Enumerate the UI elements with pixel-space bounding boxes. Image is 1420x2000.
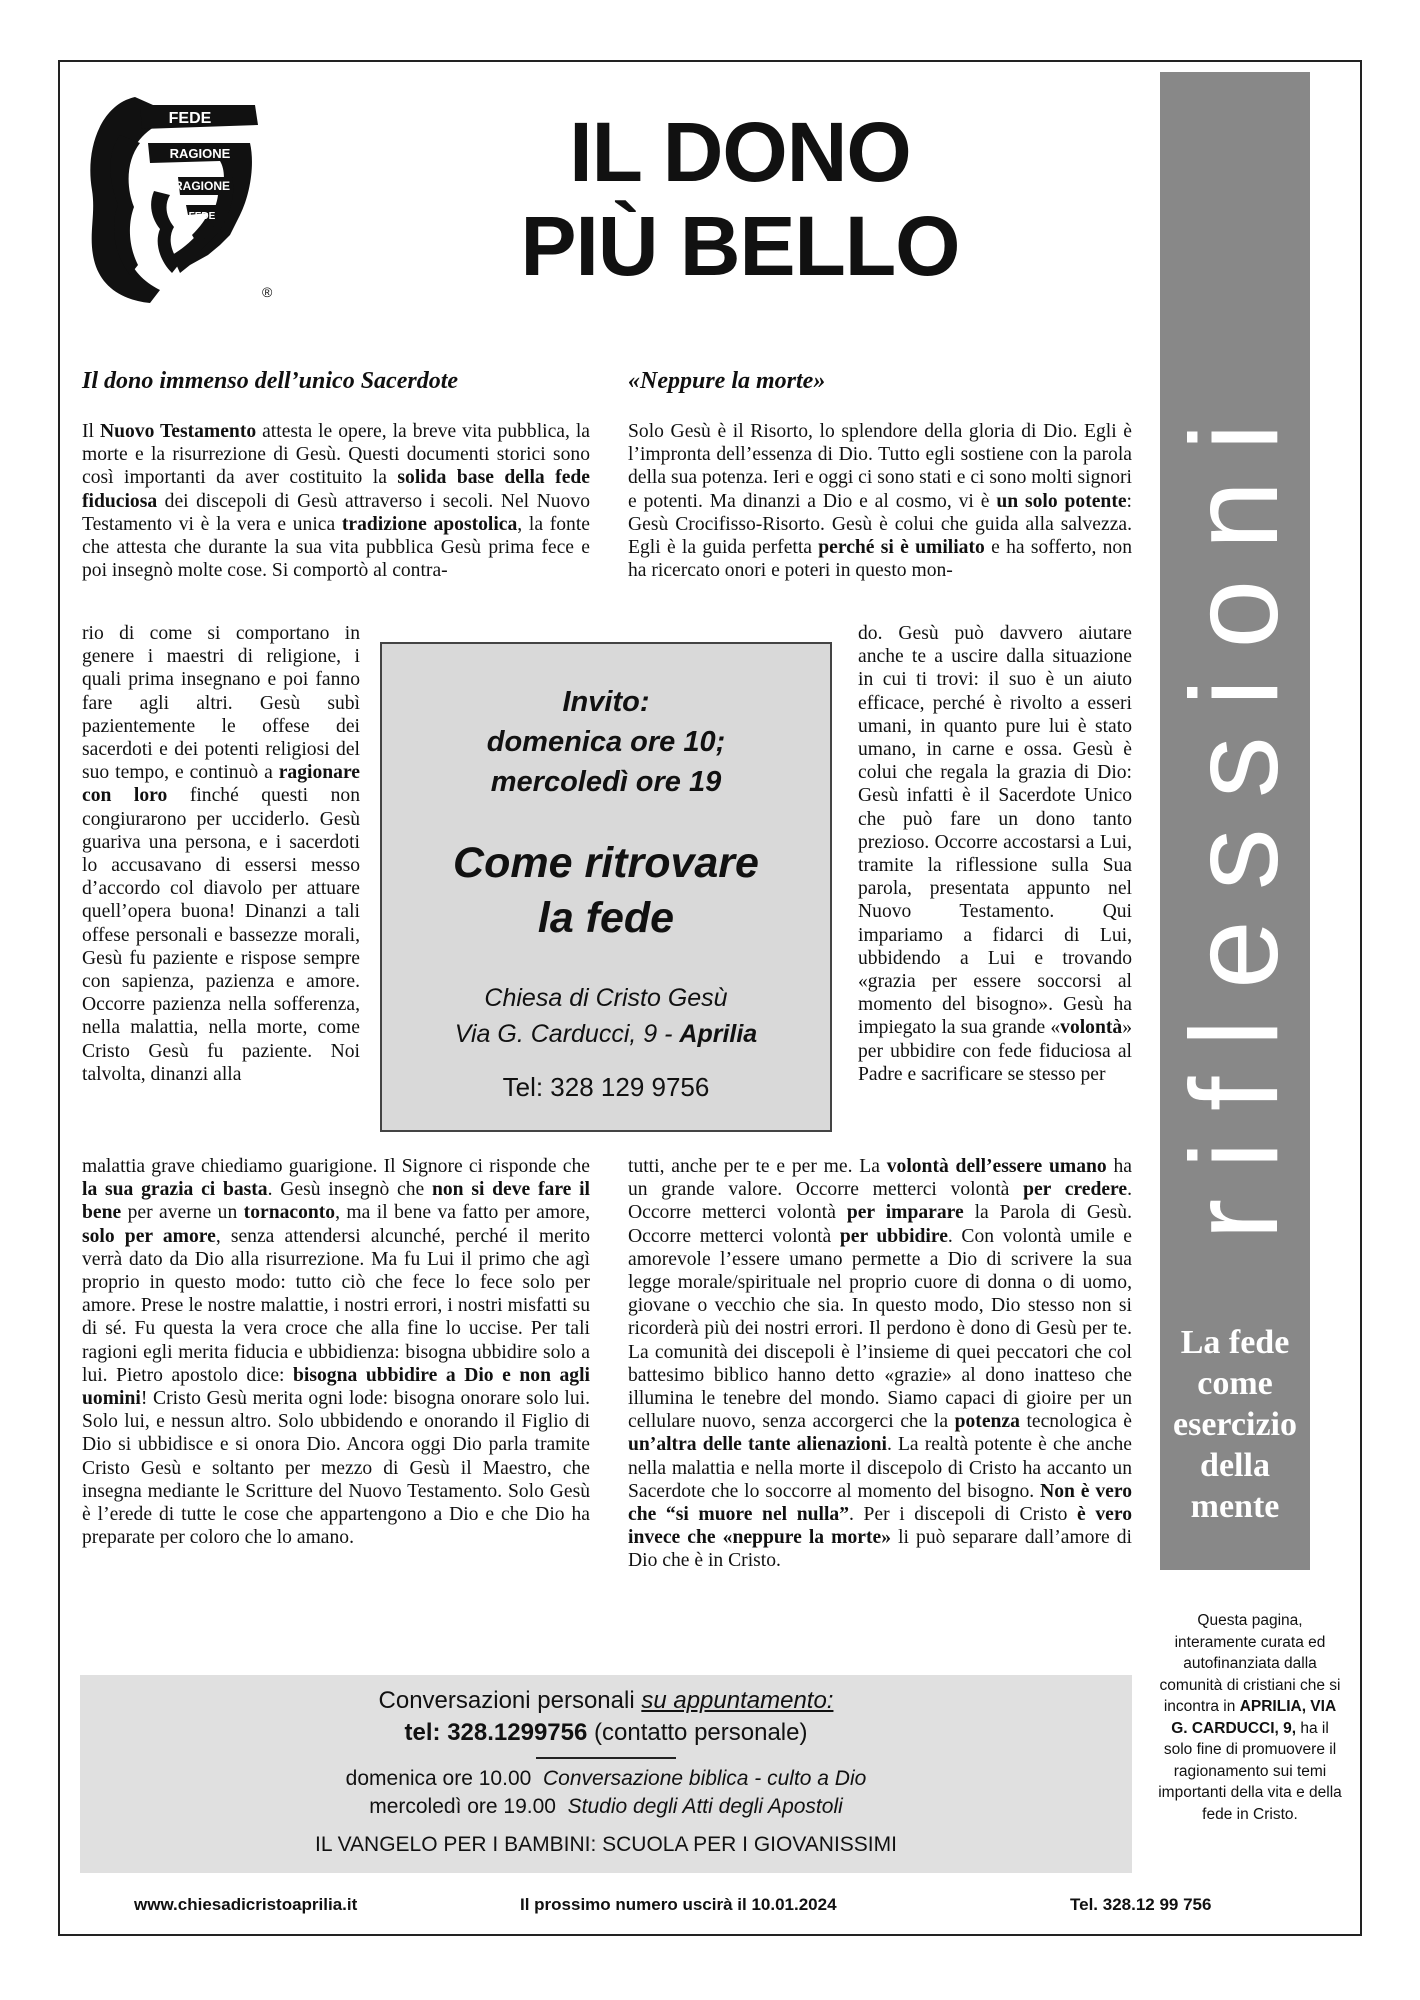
emphasis-text: un solo potente: [996, 490, 1127, 512]
emphasis-text: per ubbidire: [839, 1225, 948, 1247]
appointment-emphasis: su appuntamento:: [641, 1687, 834, 1714]
body-text: e ha sofferto, non ha ricercato onori e poteri in questo mon-: [628, 537, 1133, 582]
right-article-heading: «Neppure la morte»: [628, 368, 826, 394]
body-text: Il: [82, 421, 100, 442]
body-text: , ma il bene va fatto per amore,: [335, 1202, 590, 1224]
sidebar-subtitle-line: come: [1197, 1365, 1273, 1402]
emphasis-text: un’altra delle tante alienazioni: [628, 1434, 887, 1456]
schedule: [80, 1765, 1132, 1821]
emphasis-text: è vero invece che «neppure la morte»: [628, 1504, 1132, 1549]
registered-mark: ®: [262, 284, 273, 300]
right-article-bottom: [628, 1155, 1132, 1573]
appointment-label: Conversazioni personali: [378, 1687, 642, 1714]
logo-word-fede: FEDE: [168, 110, 212, 127]
invite-tel: Tel: 328 129 9756: [502, 1072, 710, 1102]
phone-line: [80, 1719, 1132, 1747]
emphasis-text: volontà: [1060, 1017, 1123, 1039]
church-address: [382, 1016, 830, 1052]
note-place: APRILIA, VIA G. CARDUCCI, 9,: [1171, 1698, 1337, 1737]
invite-box: [380, 642, 832, 1132]
emphasis-text: perché si è umiliato: [818, 537, 985, 559]
note-text-2: ha il solo fine di promuovere il ragionamento sui temi importanti della vita e della fede in Cristo.: [1158, 1719, 1342, 1823]
body-text: . Per i discepoli di Cristo: [849, 1504, 1078, 1526]
body-text: . La realtà potente è che anche nella malattia e nella morte il discepolo di Cristo ha accanto un Sacerdote che lo soccorre al momento del bisogno.: [628, 1434, 1133, 1502]
body-text: attesta le opere, la breve vita pubblica, la morte e la risurrezione di Gesù. Questi documenti storici sono così importanti da aver costituito la: [82, 421, 590, 489]
body-text: : Gesù Crocifisso-Risorto. Gesù è colui che guida alla salvezza. Egli è la guida perfetta: [628, 490, 1132, 559]
emphasis-text: Non è vero che “si muore nel nulla”: [628, 1480, 1132, 1526]
emphasis-text: volontà dell’essere umano: [886, 1156, 1107, 1177]
body-text: tecnologica è: [1019, 1411, 1132, 1433]
body-text: per averne un: [121, 1202, 244, 1224]
next-issue: Il prossimo numero uscirà il 10.01.2024: [520, 1895, 837, 1914]
schedule-when: domenica ore 10.00: [345, 1767, 532, 1790]
invite-church: [382, 980, 830, 1052]
body-text: malattia grave chiediamo guarigione. Il Signore ci risponde che: [82, 1156, 590, 1177]
emphasis-text: Nuovo Testamento: [99, 421, 257, 442]
body-text: . Occorre metterci volontà: [628, 1179, 1132, 1224]
fede-ragione-logo: [80, 95, 280, 305]
left-article-bottom: [82, 1155, 590, 1549]
body-text: li può separare dall’amore di Dio che è in Cristo.: [628, 1527, 1132, 1572]
body-text: finché questi non congiurarono per ucciderlo. Gesù guariva una persona, e i sacerdoti lo accusavano di essersi messo d’accordo col diavolo per attuare quell’opera buona! Dinanzi a tali offese personali e bassezze morali, Gesù fu paziente e rispose sempre con sapienza, pazienza e amore. Occorre pazienza nella sofferenza, nella malattia, nella morte, come Cristo Gesù fu paziente. Noi talvolta, dinanzi alla: [82, 785, 360, 1085]
emphasis-text: bisogna ubbidire a Dio e non agli uomini: [82, 1364, 590, 1410]
logo-word-ragione-2: RAGIONE: [173, 179, 231, 193]
church-city: Aprilia: [679, 1020, 758, 1048]
publisher-note: [1155, 1610, 1345, 1825]
left-article-heading: Il dono immenso dell’unico Sacerdote: [82, 368, 459, 394]
body-text: » per ubbidire con fede fiduciosa al Padre e sacrificare se stesso per: [858, 1017, 1132, 1085]
right-article-top: [628, 420, 1132, 582]
body-text: , senza attendersi alcunché, perché il merito verrà dato da Dio alla risurrezione. Ma fu Lui il primo che agì proprio in questo modo: tutto ciò che fece lo fece solo per amore. Prese le nostre malattie, i nostri errori, i nostri misfatti su di sé. Fu questa la vera croce che alla fine lo uccise. Per tali ragioni egli merita fiducia e ubbidienza: bisogna ubbidire solo a lui. Pietro apostolo dice:: [82, 1225, 590, 1386]
schedule-what: Studio degli Atti degli Apostoli: [567, 1795, 843, 1818]
emphasis-text: tradizione apostolica: [341, 513, 518, 535]
logo-word-fede-2: FEDE: [188, 211, 216, 222]
emphasis-text: ragionare con loro: [82, 762, 360, 807]
left-article-top: [82, 420, 590, 582]
right-article-wrap: [858, 622, 1132, 1086]
invite-heading-line: mercoledì ore 19: [490, 766, 722, 798]
page-title: [430, 105, 1050, 293]
sidebar-subtitle-line: La fede: [1180, 1324, 1290, 1361]
body-text: . Con volontà umile e amorevole l’essere umano permette a Dio di scrivere la sua legge morale/spirituale nel proprio cuore di donna o di uomo, giovane o vecchio che sia. In questo modo, Dio stesso non si ricorderà più dei nostri errori. Il perdono è dono di Gesù per te. La comunità dei discepoli è l’insieme di quei peccatori che col battesimo biblico hanno detto «grazie» al dono inatteso che illumina le tenebre del mondo. Siamo capaci di gioire per un cellulare nuovo, senza accorgerci che la: [628, 1225, 1132, 1433]
logo-word-ragione: RAGIONE: [169, 146, 231, 161]
left-article-wrap: [82, 622, 360, 1086]
body-text: tutti, anche per te e per me. La: [628, 1156, 887, 1177]
schedule-when: mercoledì ore 19.00: [369, 1795, 556, 1818]
title-line-1: IL DONO: [569, 105, 911, 199]
emphasis-text: potenza: [954, 1411, 1020, 1433]
emphasis-text: per imparare: [846, 1202, 964, 1224]
phone-note: (contatto personale): [587, 1719, 808, 1746]
invite-heading: [382, 682, 830, 802]
body-text: rio di come si comportano in genere i maestri di religione, i quali prima insegnano e poi fanno fare agli altri. Gesù subì pazientemente le offese dei sacerdoti e dei potenti religiosi del suo tempo, e continuò a: [82, 623, 360, 784]
emphasis-text: solo per amore: [82, 1225, 216, 1247]
body-text: dei discepoli di Gesù attraverso i secoli. Nel Nuovo Testamento vi è la vera e unica: [82, 490, 590, 535]
emphasis-text: per credere: [1023, 1179, 1128, 1201]
schedule-item: [80, 1765, 1132, 1793]
emphasis-text: la sua grazia ci basta: [82, 1179, 268, 1201]
title-line-2: PIÙ BELLO: [520, 199, 960, 293]
sidebar-word: riflessioni: [1166, 393, 1304, 1240]
phone-number: tel: 328.1299756: [404, 1719, 588, 1746]
invite-title-line: Come ritrovare: [453, 839, 759, 887]
body-text: la Parola di Gesù. Occorre metterci volontà: [628, 1202, 1132, 1247]
church-name: Chiesa di Cristo Gesù: [484, 984, 728, 1012]
invite-heading-line: Invito:: [562, 686, 650, 718]
appointment-line: [80, 1687, 1132, 1715]
body-text: ha un grande valore. Occorre metterci volontà: [628, 1156, 1132, 1201]
emphasis-text: non si deve fare il bene: [82, 1179, 591, 1224]
website-link[interactable]: www.chiesadicristoaprilia.it: [134, 1895, 358, 1914]
sidebar-subtitle: [1162, 1322, 1308, 1527]
schedule-what: Conversazione biblica - culto a Dio: [542, 1767, 867, 1790]
body-text: , la fonte che attesta che durante la sua vita pubblica Gesù prima fece e poi insegnò molte cose. Si comportò al contra-: [82, 513, 590, 582]
sidebar-subtitle-line: esercizio: [1173, 1406, 1297, 1443]
invite-heading-line: domenica ore 10;: [486, 726, 726, 758]
sidebar-subtitle-line: della: [1200, 1447, 1270, 1484]
church-street: Via G. Carducci, 9 -: [454, 1020, 680, 1048]
body-text: ! Cristo Gesù merita ogni lode: bisogna onorare solo lui. Solo lui, e nessun altro. Solo ubbidendo e onorando il Figlio di Dio si ubbidisce e si onora Dio. Ancora oggi Dio parla tramite Cristo Gesù e soltanto per mezzo di Gesù il Maestro, che insegna mediante le Scritture del Nuovo Testamento. Solo Gesù è l’erede di tutte le cose che appartengono a Dio e che Dio ha preparate per coloro che lo amano.: [82, 1388, 590, 1549]
body-text: Solo Gesù è il Risorto, lo splendore della gloria di Dio. Egli è l’impronta dell’essenza di Dio. Tutto egli sostiene con la parola della sua potenza. Ieri e oggi ci sono stati e ci sono molti signori e potenti. Ma dinanzi a Dio e al cosmo, vi è: [628, 421, 1132, 512]
divider: [536, 1757, 676, 1759]
invite-title: [382, 836, 830, 946]
body-text: . Gesù insegnò che: [267, 1179, 432, 1201]
bottom-phone: Tel. 328.12 99 756: [1070, 1895, 1212, 1914]
invite-title-line: la fede: [537, 894, 675, 942]
emphasis-text: solida base della fede fiduciosa: [82, 467, 590, 512]
body-text: do. Gesù può davvero aiutare anche te a uscire dalla situazione in cui ti trovi: il suo è un aiuto efficace, perché è rivolto a esseri umani, in quanto pure lui è stato umano, in carne e ossa. Gesù è colui che regala la grazia di Dio: Gesù infatti è il Sacerdote Unico che può fare un dono tanto prezioso. Occorre accostarsi a Lui, tramite la riflessione sulla Sua parola, presentata appunto nel Nuovo Testamento. Qui impariamo a fidarci di Lui, ubbidendo a Lui e trovando «grazia per essere soccorsi al momento del bisogno». Gesù ha impiegato la sua grande «: [858, 623, 1132, 1039]
note-text-1: Questa pagina, interamente curata ed autofinanziata dalla comunità di cristiani che si incontra in: [1159, 1612, 1341, 1715]
schedule-item: [80, 1793, 1132, 1821]
emphasis-text: tornaconto: [243, 1202, 336, 1224]
sidebar-subtitle-line: mente: [1190, 1488, 1280, 1525]
children-program: IL VANGELO PER I BAMBINI: SCUOLA PER I GIOVANISSIMI: [315, 1833, 897, 1856]
appointments-box: [80, 1675, 1132, 1873]
